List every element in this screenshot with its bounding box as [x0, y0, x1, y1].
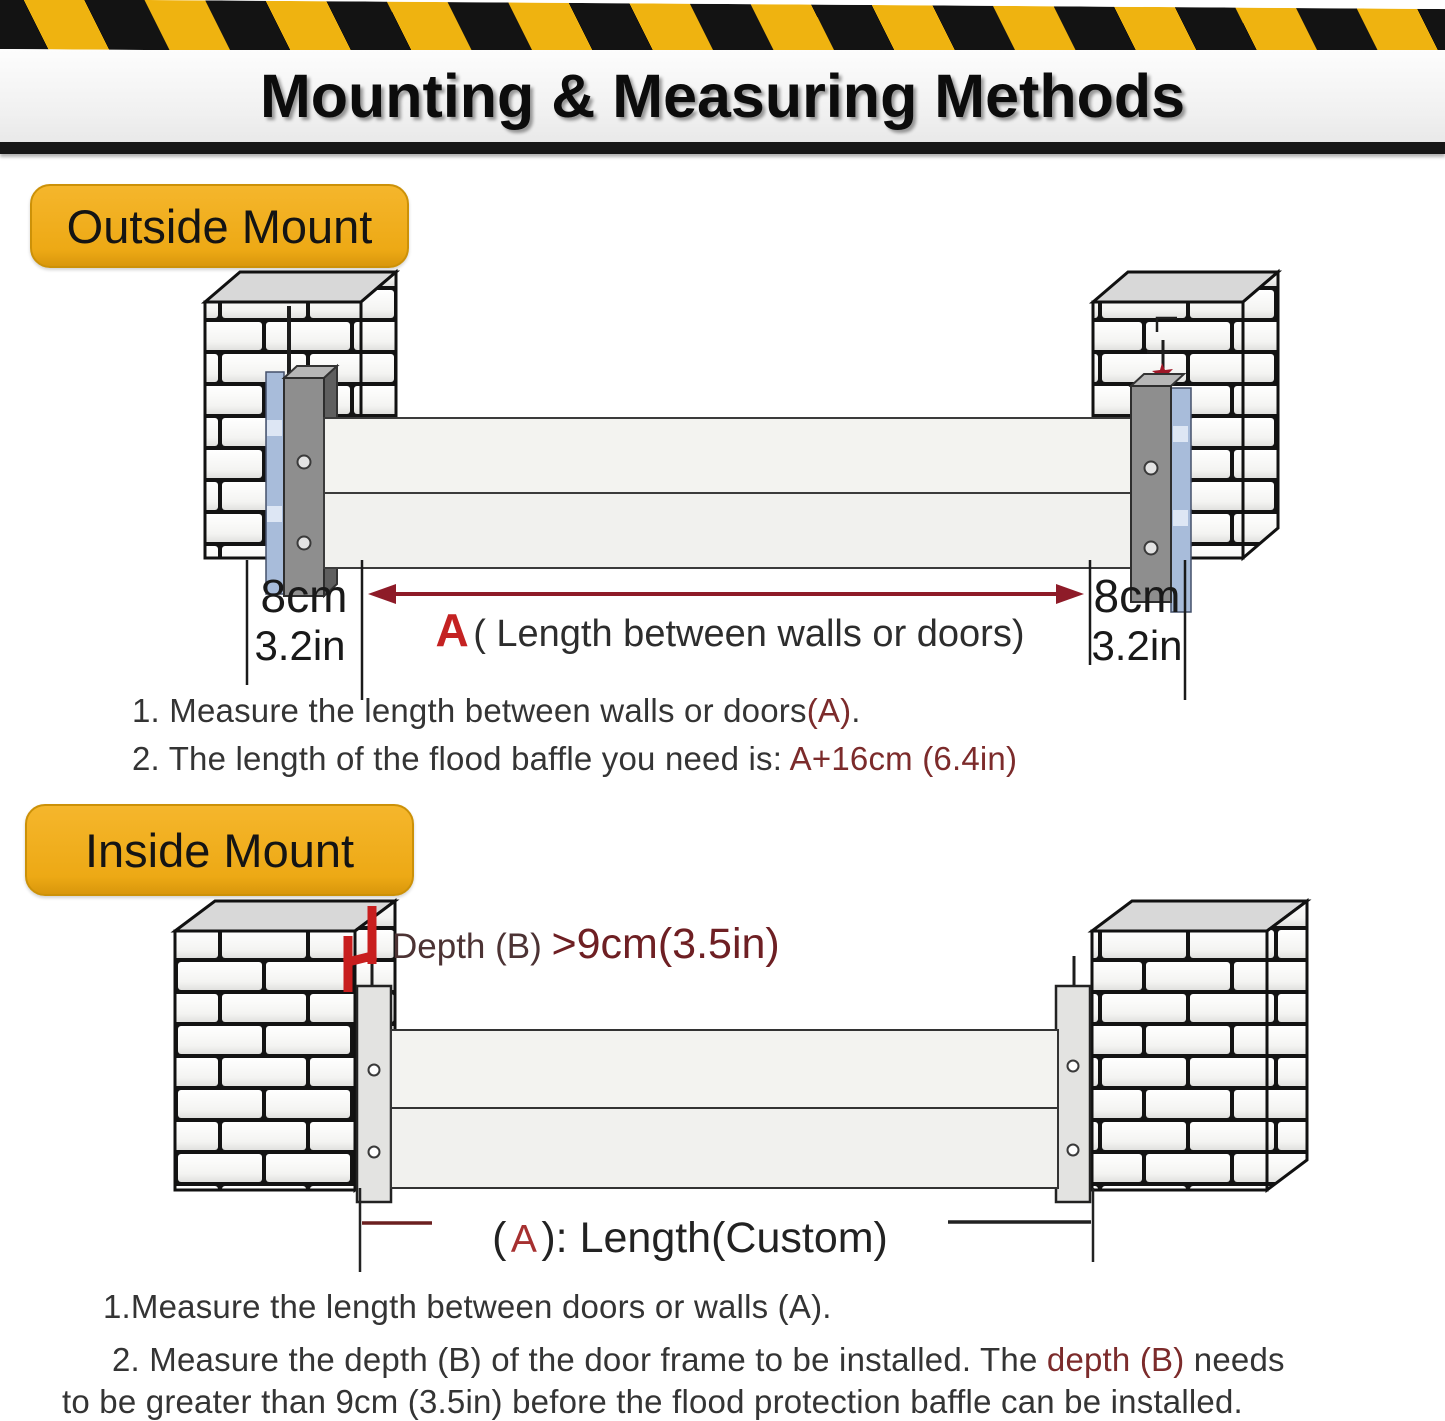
length-label-a: A — [510, 1218, 537, 1261]
screw-hole — [369, 1065, 380, 1076]
step-text: 1. Measure the length between walls or doors — [132, 692, 807, 729]
span-label-rest: ( Length between walls or doors) — [473, 613, 1025, 655]
step-text: 2. The length of the flood baffle you need is: — [132, 740, 790, 777]
length-label-rest: ): Length(Custom) — [541, 1214, 888, 1262]
step-text: 2. Measure the depth (B) of the door frame to be installed. The — [112, 1341, 1047, 1378]
right-overlap-in: 3.2in — [1091, 622, 1183, 669]
step-highlight: depth (B) — [1046, 1341, 1185, 1378]
step-text: needs — [1184, 1341, 1285, 1378]
screw-hole — [298, 456, 311, 469]
screw-hole — [1068, 1145, 1079, 1156]
title-underline-bar — [0, 142, 1445, 154]
inside-step-2 — [112, 1341, 1285, 1379]
length-label-open: ( — [492, 1214, 507, 1262]
outside-mount-label-text: Outside Mount — [66, 199, 373, 253]
flood-barrier-panels — [324, 418, 1131, 568]
inside-step-1 — [103, 1288, 832, 1326]
right-overlap-cm: 8cm — [1093, 570, 1181, 622]
outside-mount-label — [30, 184, 409, 268]
outside-step-2 — [132, 740, 1017, 778]
outside-mount-diagram — [0, 260, 1445, 700]
screw-hole — [298, 537, 311, 550]
screw-hole — [1145, 462, 1158, 475]
inside-mount-label-text: Inside Mount — [84, 823, 355, 877]
step-text: to be greater than 9cm (3.5in) before the flood protection baffle can be installed. — [62, 1383, 1243, 1420]
depth-label-value: >9cm(3.5in) — [551, 920, 780, 968]
length-label — [492, 1214, 888, 1262]
outside-step-1 — [132, 692, 861, 730]
inside-mount-label — [25, 804, 414, 896]
inside-dimensions — [360, 1188, 1093, 1272]
screw-hole — [1068, 1061, 1079, 1072]
step-text: . — [851, 692, 861, 729]
screw-hole — [1145, 542, 1158, 555]
left-overlap-cm: 8cm — [260, 570, 348, 622]
flood-barrier-panels — [391, 1030, 1058, 1188]
page-title: Mounting & Measuring Methods — [259, 62, 1186, 130]
screw-hole — [369, 1147, 380, 1158]
outside-dimensions — [247, 560, 1185, 700]
depth-label-text: Depth (B) — [392, 927, 552, 966]
right-pillar — [1092, 901, 1307, 1190]
inside-step-2-cont — [62, 1383, 1243, 1421]
depth-label — [392, 920, 780, 968]
right-inner-channel — [1056, 956, 1090, 1202]
span-label-a: A — [435, 604, 469, 656]
inside-mount-diagram — [0, 895, 1445, 1285]
title-banner — [0, 50, 1445, 142]
step-highlight: (A) — [806, 692, 852, 729]
span-label — [436, 604, 1025, 656]
seal-strip — [266, 372, 284, 594]
step-text: 1.Measure the length between doors or walls (A). — [103, 1288, 832, 1325]
left-overlap-in: 3.2in — [254, 622, 346, 669]
step-highlight: A+16cm (6.4in) — [789, 740, 1018, 777]
